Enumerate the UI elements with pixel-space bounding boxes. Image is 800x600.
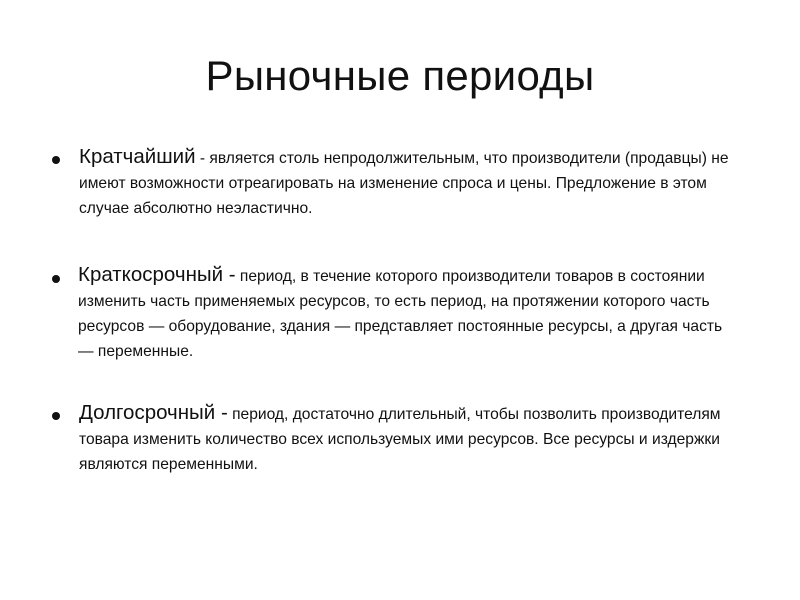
bullet-item-long-term bbox=[52, 400, 742, 477]
bullet-item-short-term bbox=[52, 262, 742, 364]
bullet-text bbox=[78, 262, 742, 364]
bullet-text bbox=[79, 144, 742, 221]
bullet-term: Кратчайший bbox=[79, 145, 196, 168]
bullet-text bbox=[79, 400, 742, 477]
bullet-dot-icon bbox=[52, 412, 60, 420]
bullet-description: - является столь непродолжительным, что производители (продавцы) не имеют возможности отреагировать на изменение спроса и цены. Предложение в этом случае абсолютно неэластично. bbox=[79, 150, 729, 217]
bullet-description: период, в течение которого производители товаров в состоянии изменить часть применяемых ресурсов, то есть период, на протяжении которого часть ресурсов — оборудование, здания — представляет постоянные ресурсы, а другая часть — переменные. bbox=[78, 268, 723, 360]
bullet-term: Краткосрочный - bbox=[78, 263, 236, 286]
bullet-description: период, достаточно длительный, чтобы позволить производителям товара изменить количество всех используемых ими ресурсов. Все ресурсы и издержки являются переменными. bbox=[79, 406, 721, 473]
slide-title: Рыночные периоды bbox=[205, 52, 595, 99]
bullet-dot-icon bbox=[52, 275, 60, 283]
bullet-dot-icon bbox=[52, 156, 60, 164]
bullet-term: Долгосрочный - bbox=[79, 401, 228, 424]
bullet-item-shortest bbox=[52, 144, 742, 221]
